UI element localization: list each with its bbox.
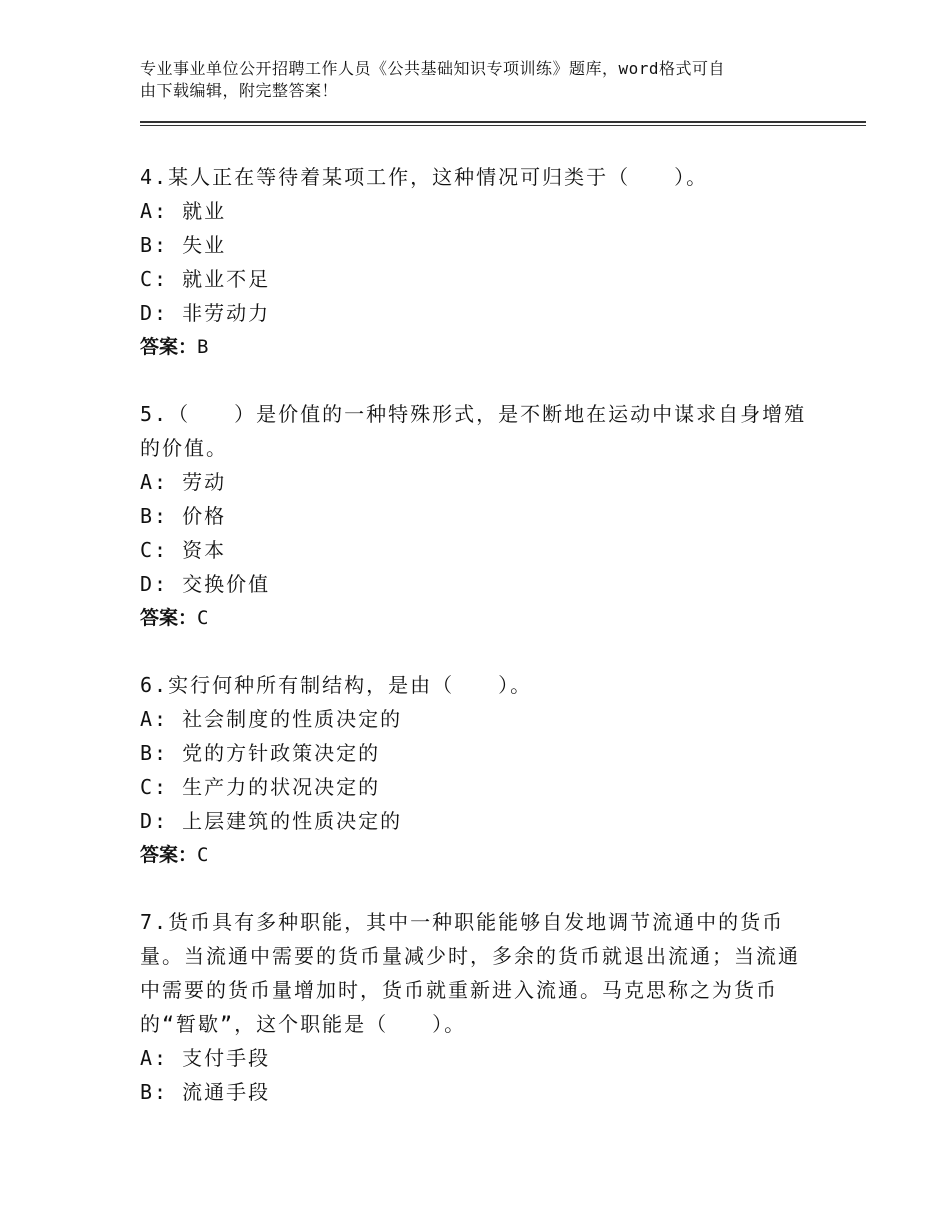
option-a: A: 支付手段: [140, 1046, 271, 1070]
question-6: [140, 668, 820, 872]
question-text-cont: 中需要的货币量增加时，货币就重新进入流通。马克思称之为货币: [140, 978, 778, 1002]
question-text: 4.某人正在等待着某项工作，这种情况可归类于（ ）。: [140, 165, 709, 189]
option-a: A: 社会制度的性质决定的: [140, 707, 403, 731]
header-line-1: 专业事业单位公开招聘工作人员《公共基础知识专项训练》题库，word格式可自: [140, 59, 726, 78]
option-b: B: 党的方针政策决定的: [140, 741, 381, 765]
question-4: [140, 160, 820, 364]
answer-value: C: [197, 844, 209, 866]
answer-label: 答案：: [140, 844, 198, 866]
option-b: B: 流通手段: [140, 1080, 271, 1104]
option-b: B: 失业: [140, 233, 227, 257]
answer-value: B: [197, 336, 209, 358]
question-list: [140, 160, 820, 1109]
header-divider-thin: [140, 125, 866, 126]
answer-label: 答案：: [140, 607, 198, 629]
question-text: 7.货币具有多种职能，其中一种职能能够自发地调节流通中的货币: [140, 910, 785, 934]
header-divider-thick: [140, 121, 866, 123]
option-d: D: 非劳动力: [140, 301, 271, 325]
option-c: C: 就业不足: [140, 267, 271, 291]
option-a: A: 劳动: [140, 470, 227, 494]
document-header: [140, 58, 820, 102]
question-text: 6.实行何种所有制结构，是由（ ）。: [140, 673, 533, 697]
answer-line: [140, 601, 820, 635]
question-text-cont: 的“暂歇”，这个职能是（ ）。: [140, 1012, 467, 1036]
question-7: [140, 905, 820, 1109]
question-text-cont: 量。当流通中需要的货币量减少时，多余的货币就退出流通；当流通: [140, 944, 800, 968]
header-line-2: 由下载编辑，附完整答案！: [140, 81, 339, 100]
answer-label: 答案：: [140, 336, 198, 358]
option-b: B: 价格: [140, 504, 227, 528]
question-text: 5.（ ）是价值的一种特殊形式，是不断地在运动中谋求自身增殖: [140, 402, 807, 426]
option-c: C: 资本: [140, 538, 227, 562]
option-d: D: 交换价值: [140, 572, 271, 596]
answer-line: [140, 838, 820, 872]
option-d: D: 上层建筑的性质决定的: [140, 809, 403, 833]
answer-value: C: [197, 607, 209, 629]
answer-line: [140, 330, 820, 364]
question-5: [140, 397, 820, 635]
option-c: C: 生产力的状况决定的: [140, 775, 381, 799]
option-a: A: 就业: [140, 199, 227, 223]
question-text-cont: 的价值。: [140, 436, 228, 460]
